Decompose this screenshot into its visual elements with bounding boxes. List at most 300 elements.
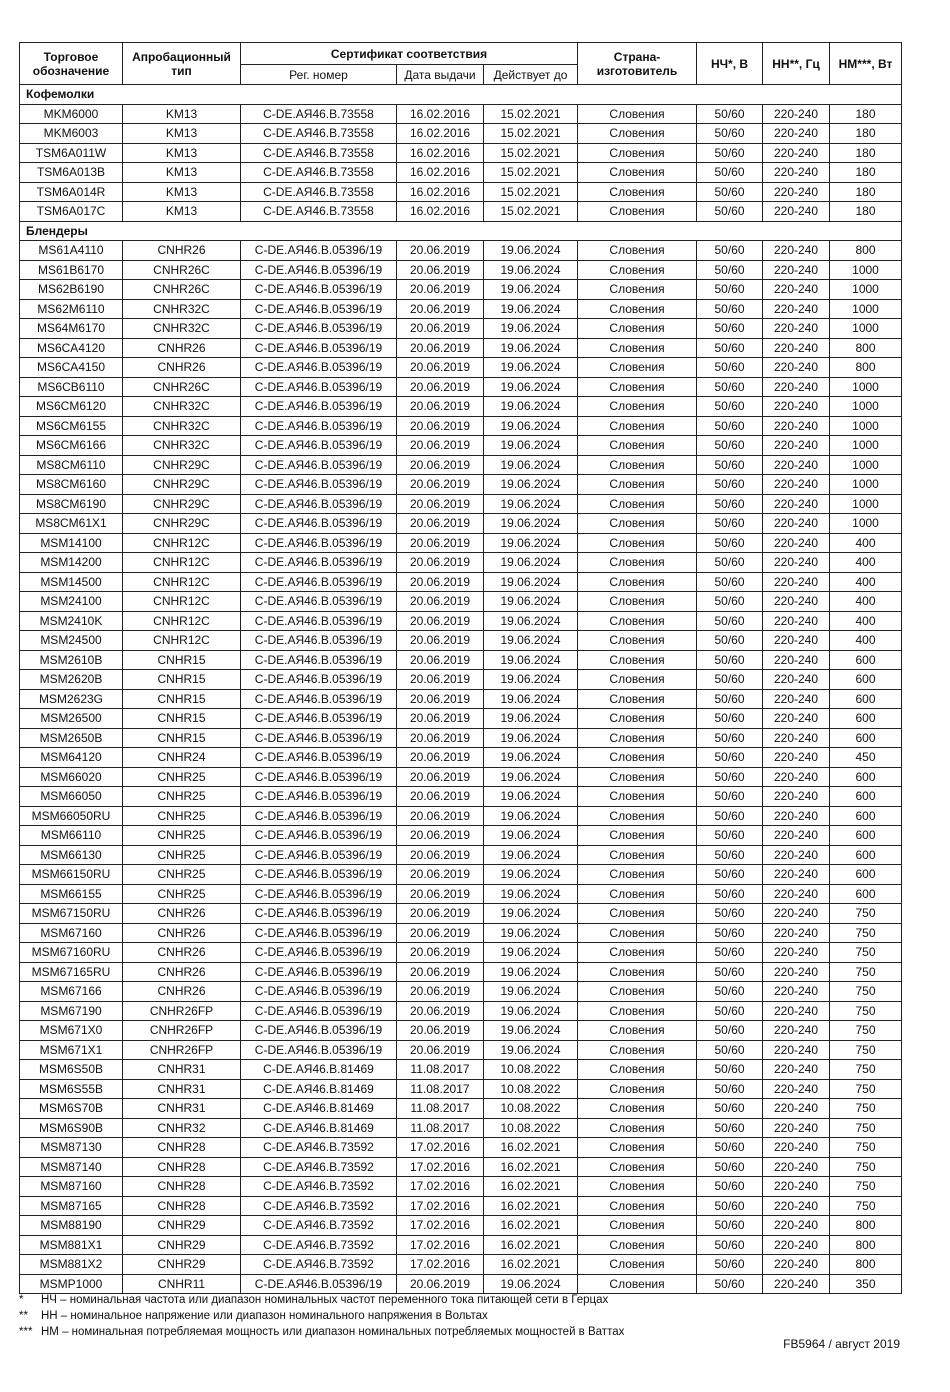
cell-approval-type: CNHR28 — [123, 1196, 241, 1216]
cell-trade-name: MSM14100 — [20, 533, 123, 553]
cell-trade-name: TSM6A017C — [20, 202, 123, 222]
footnote — [19, 1308, 901, 1324]
cell-issue-date: 20.06.2019 — [397, 494, 484, 514]
header-country: Страна-изготовитель — [578, 43, 697, 85]
cell-country: Словения — [578, 104, 697, 124]
cell-country: Словения — [578, 1040, 697, 1060]
cell-valid-until: 16.02.2021 — [484, 1138, 578, 1158]
cell-country: Словения — [578, 143, 697, 163]
cell-valid-until: 19.06.2024 — [484, 553, 578, 573]
cell-issue-date: 20.06.2019 — [397, 787, 484, 807]
cell-reg-number: C-DE.АЯ46.В.73558 — [241, 104, 397, 124]
cell-trade-name: MSM67166 — [20, 982, 123, 1002]
cell-reg-number: C-DE.АЯ46.В.73558 — [241, 143, 397, 163]
table-row — [20, 1216, 902, 1236]
cell-trade-name: MSM24500 — [20, 631, 123, 651]
cell-freq: 50/60 — [697, 670, 763, 690]
cell-reg-number: C-DE.АЯ46.В.05396/19 — [241, 553, 397, 573]
cell-valid-until: 19.06.2024 — [484, 241, 578, 261]
cell-power: 750 — [830, 1079, 902, 1099]
footnote-text: НМ – номинальная потребляемая мощность или диапазон номинальных потребляемых мощностей в Ваттах — [41, 1326, 625, 1338]
cell-valid-until: 19.06.2024 — [484, 572, 578, 592]
cell-trade-name: MSM66020 — [20, 767, 123, 787]
cell-voltage: 220-240 — [763, 436, 830, 456]
certificate-table-container — [19, 42, 901, 1294]
cell-country: Словения — [578, 299, 697, 319]
cell-power: 1000 — [830, 416, 902, 436]
cell-reg-number: C-DE.АЯ46.В.05396/19 — [241, 416, 397, 436]
table-row — [20, 1040, 902, 1060]
table-row — [20, 124, 902, 144]
cell-country: Словения — [578, 592, 697, 612]
cell-valid-until: 19.06.2024 — [484, 397, 578, 417]
section-row — [20, 221, 902, 241]
cell-voltage: 220-240 — [763, 1235, 830, 1255]
table-row — [20, 1157, 902, 1177]
cell-valid-until: 19.06.2024 — [484, 475, 578, 495]
cell-reg-number: C-DE.АЯ46.В.05396/19 — [241, 514, 397, 534]
cell-power: 750 — [830, 962, 902, 982]
cell-approval-type: CNHR12C — [123, 572, 241, 592]
cell-reg-number: C-DE.АЯ46.В.05396/19 — [241, 280, 397, 300]
cell-issue-date: 20.06.2019 — [397, 358, 484, 378]
cell-voltage: 220-240 — [763, 319, 830, 339]
cell-reg-number: C-DE.АЯ46.В.05396/19 — [241, 943, 397, 963]
cell-issue-date: 11.08.2017 — [397, 1079, 484, 1099]
cell-trade-name: MSM66130 — [20, 845, 123, 865]
cell-issue-date: 20.06.2019 — [397, 455, 484, 475]
cell-trade-name: MSM881X1 — [20, 1235, 123, 1255]
table-row — [20, 319, 902, 339]
cell-country: Словения — [578, 1001, 697, 1021]
table-row — [20, 884, 902, 904]
cell-approval-type: CNHR28 — [123, 1157, 241, 1177]
cell-power: 1000 — [830, 436, 902, 456]
cell-country: Словения — [578, 1099, 697, 1119]
cell-voltage: 220-240 — [763, 845, 830, 865]
cell-trade-name: MSM87140 — [20, 1157, 123, 1177]
table-row — [20, 592, 902, 612]
cell-valid-until: 19.06.2024 — [484, 982, 578, 1002]
cell-freq: 50/60 — [697, 1216, 763, 1236]
cell-trade-name: MSM14200 — [20, 553, 123, 573]
cell-trade-name: MSM6S50B — [20, 1060, 123, 1080]
cell-approval-type: CNHR26 — [123, 943, 241, 963]
cell-trade-name: MS62B6190 — [20, 280, 123, 300]
cell-reg-number: C-DE.АЯ46.В.05396/19 — [241, 689, 397, 709]
footnote — [19, 1324, 901, 1340]
cell-issue-date: 20.06.2019 — [397, 904, 484, 924]
cell-valid-until: 19.06.2024 — [484, 299, 578, 319]
cell-power: 800 — [830, 1255, 902, 1275]
cell-voltage: 220-240 — [763, 709, 830, 729]
cell-valid-until: 15.02.2021 — [484, 202, 578, 222]
cell-approval-type: CNHR26 — [123, 241, 241, 261]
table-row — [20, 182, 902, 202]
cell-country: Словения — [578, 182, 697, 202]
cell-valid-until: 15.02.2021 — [484, 124, 578, 144]
cell-voltage: 220-240 — [763, 1177, 830, 1197]
cell-country: Словения — [578, 533, 697, 553]
cell-power: 750 — [830, 1118, 902, 1138]
cell-voltage: 220-240 — [763, 1138, 830, 1158]
cell-freq: 50/60 — [697, 1001, 763, 1021]
cell-trade-name: MSM87130 — [20, 1138, 123, 1158]
table-row — [20, 904, 902, 924]
cell-valid-until: 19.06.2024 — [484, 670, 578, 690]
cell-valid-until: 19.06.2024 — [484, 904, 578, 924]
cell-reg-number: C-DE.АЯ46.В.73592 — [241, 1177, 397, 1197]
header-issue-date: Дата выдачи — [397, 65, 484, 85]
cell-trade-name: MSMP1000 — [20, 1274, 123, 1294]
table-row — [20, 709, 902, 729]
cell-reg-number: C-DE.АЯ46.В.05396/19 — [241, 494, 397, 514]
cell-reg-number: C-DE.АЯ46.В.05396/19 — [241, 806, 397, 826]
cell-reg-number: C-DE.АЯ46.В.73592 — [241, 1235, 397, 1255]
cell-country: Словения — [578, 806, 697, 826]
cell-freq: 50/60 — [697, 514, 763, 534]
cell-country: Словения — [578, 1021, 697, 1041]
cell-valid-until: 15.02.2021 — [484, 143, 578, 163]
table-row — [20, 514, 902, 534]
cell-voltage: 220-240 — [763, 767, 830, 787]
cell-reg-number: C-DE.АЯ46.В.05396/19 — [241, 377, 397, 397]
cell-approval-type: KM13 — [123, 182, 241, 202]
cell-voltage: 220-240 — [763, 826, 830, 846]
cell-reg-number: C-DE.АЯ46.В.73558 — [241, 163, 397, 183]
cell-issue-date: 20.06.2019 — [397, 1001, 484, 1021]
cell-voltage: 220-240 — [763, 124, 830, 144]
cell-issue-date: 11.08.2017 — [397, 1118, 484, 1138]
cell-country: Словения — [578, 982, 697, 1002]
table-row — [20, 611, 902, 631]
cell-reg-number: C-DE.АЯ46.В.81469 — [241, 1118, 397, 1138]
cell-country: Словения — [578, 572, 697, 592]
cell-country: Словения — [578, 728, 697, 748]
cell-voltage: 220-240 — [763, 962, 830, 982]
cell-power: 180 — [830, 182, 902, 202]
cell-valid-until: 19.06.2024 — [484, 377, 578, 397]
cell-approval-type: CNHR15 — [123, 728, 241, 748]
cell-issue-date: 20.06.2019 — [397, 397, 484, 417]
cell-approval-type: CNHR26FP — [123, 1001, 241, 1021]
cell-freq: 50/60 — [697, 728, 763, 748]
cell-power: 750 — [830, 943, 902, 963]
cell-power: 800 — [830, 1235, 902, 1255]
table-row — [20, 338, 902, 358]
cell-freq: 50/60 — [697, 338, 763, 358]
cell-reg-number: C-DE.АЯ46.В.81469 — [241, 1079, 397, 1099]
cell-issue-date: 20.06.2019 — [397, 338, 484, 358]
cell-issue-date: 20.06.2019 — [397, 611, 484, 631]
cell-reg-number: C-DE.АЯ46.В.73558 — [241, 124, 397, 144]
cell-voltage: 220-240 — [763, 1060, 830, 1080]
cell-freq: 50/60 — [697, 1196, 763, 1216]
cell-valid-until: 19.06.2024 — [484, 319, 578, 339]
cell-issue-date: 16.02.2016 — [397, 143, 484, 163]
cell-issue-date: 20.06.2019 — [397, 845, 484, 865]
cell-country: Словения — [578, 962, 697, 982]
cell-reg-number: C-DE.АЯ46.В.05396/19 — [241, 455, 397, 475]
cell-valid-until: 19.06.2024 — [484, 338, 578, 358]
cell-reg-number: C-DE.АЯ46.В.05396/19 — [241, 884, 397, 904]
cell-power: 750 — [830, 1060, 902, 1080]
cell-reg-number: C-DE.АЯ46.В.73592 — [241, 1255, 397, 1275]
cell-voltage: 220-240 — [763, 1001, 830, 1021]
cell-voltage: 220-240 — [763, 241, 830, 261]
cell-issue-date: 20.06.2019 — [397, 514, 484, 534]
table-row — [20, 865, 902, 885]
cell-reg-number: C-DE.АЯ46.В.05396/19 — [241, 533, 397, 553]
cell-trade-name: MSM66050RU — [20, 806, 123, 826]
cell-issue-date: 20.06.2019 — [397, 1274, 484, 1294]
cell-freq: 50/60 — [697, 553, 763, 573]
cell-voltage: 220-240 — [763, 611, 830, 631]
cell-freq: 50/60 — [697, 1157, 763, 1177]
table-row — [20, 377, 902, 397]
cell-approval-type: CNHR25 — [123, 884, 241, 904]
cell-approval-type: CNHR31 — [123, 1099, 241, 1119]
cell-trade-name: TSM6A014R — [20, 182, 123, 202]
cell-issue-date: 20.06.2019 — [397, 553, 484, 573]
cell-freq: 50/60 — [697, 182, 763, 202]
cell-approval-type: CNHR26 — [123, 904, 241, 924]
cell-valid-until: 19.06.2024 — [484, 514, 578, 534]
cell-freq: 50/60 — [697, 767, 763, 787]
cell-country: Словения — [578, 124, 697, 144]
cell-power: 1000 — [830, 280, 902, 300]
table-row — [20, 689, 902, 709]
cell-freq: 50/60 — [697, 1021, 763, 1041]
cell-issue-date: 20.06.2019 — [397, 416, 484, 436]
cell-approval-type: CNHR25 — [123, 845, 241, 865]
cell-valid-until: 19.06.2024 — [484, 631, 578, 651]
cell-power: 1000 — [830, 514, 902, 534]
table-row — [20, 533, 902, 553]
cell-approval-type: CNHR32C — [123, 319, 241, 339]
cell-issue-date: 20.06.2019 — [397, 475, 484, 495]
table-row — [20, 299, 902, 319]
table-row — [20, 455, 902, 475]
table-row — [20, 475, 902, 495]
cell-approval-type: CNHR12C — [123, 592, 241, 612]
cell-approval-type: CNHR26 — [123, 358, 241, 378]
cell-country: Словения — [578, 904, 697, 924]
cell-reg-number: C-DE.АЯ46.В.05396/19 — [241, 962, 397, 982]
cell-trade-name: MS6CA4150 — [20, 358, 123, 378]
table-row — [20, 436, 902, 456]
table-row — [20, 943, 902, 963]
cell-trade-name: MS6CM6166 — [20, 436, 123, 456]
cell-issue-date: 17.02.2016 — [397, 1196, 484, 1216]
cell-power: 1000 — [830, 260, 902, 280]
cell-trade-name: MSM67160RU — [20, 943, 123, 963]
table-row — [20, 806, 902, 826]
cell-trade-name: MSM67190 — [20, 1001, 123, 1021]
cell-power: 600 — [830, 806, 902, 826]
table-row — [20, 670, 902, 690]
table-row — [20, 416, 902, 436]
cell-voltage: 220-240 — [763, 670, 830, 690]
cell-issue-date: 20.06.2019 — [397, 299, 484, 319]
cell-freq: 50/60 — [697, 1060, 763, 1080]
cell-trade-name: MS62M6110 — [20, 299, 123, 319]
header-power: НМ***, Вт — [830, 43, 902, 85]
cell-valid-until: 19.06.2024 — [484, 709, 578, 729]
certificate-table — [19, 42, 902, 1294]
table-row — [20, 1274, 902, 1294]
cell-trade-name: MS6CM6120 — [20, 397, 123, 417]
cell-trade-name: MSM14500 — [20, 572, 123, 592]
cell-valid-until: 19.06.2024 — [484, 1274, 578, 1294]
cell-voltage: 220-240 — [763, 455, 830, 475]
cell-reg-number: C-DE.АЯ46.В.05396/19 — [241, 1001, 397, 1021]
cell-valid-until: 19.06.2024 — [484, 728, 578, 748]
cell-country: Словения — [578, 650, 697, 670]
cell-valid-until: 19.06.2024 — [484, 689, 578, 709]
cell-freq: 50/60 — [697, 475, 763, 495]
table-row — [20, 982, 902, 1002]
cell-power: 600 — [830, 884, 902, 904]
cell-power: 180 — [830, 202, 902, 222]
cell-valid-until: 19.06.2024 — [484, 884, 578, 904]
cell-power: 750 — [830, 982, 902, 1002]
cell-trade-name: TSM6A013B — [20, 163, 123, 183]
cell-freq: 50/60 — [697, 358, 763, 378]
table-row — [20, 572, 902, 592]
cell-voltage: 220-240 — [763, 904, 830, 924]
cell-trade-name: MSM2410K — [20, 611, 123, 631]
table-row — [20, 748, 902, 768]
cell-trade-name: MSM2623G — [20, 689, 123, 709]
cell-power: 1000 — [830, 377, 902, 397]
table-body — [20, 85, 902, 1294]
cell-voltage: 220-240 — [763, 553, 830, 573]
cell-country: Словения — [578, 767, 697, 787]
cell-freq: 50/60 — [697, 299, 763, 319]
cell-issue-date: 20.06.2019 — [397, 1040, 484, 1060]
cell-freq: 50/60 — [697, 1118, 763, 1138]
cell-voltage: 220-240 — [763, 884, 830, 904]
cell-trade-name: MSM671X1 — [20, 1040, 123, 1060]
cell-approval-type: KM13 — [123, 104, 241, 124]
cell-approval-type: CNHR25 — [123, 865, 241, 885]
cell-reg-number: C-DE.АЯ46.В.05396/19 — [241, 631, 397, 651]
cell-trade-name: MSM87160 — [20, 1177, 123, 1197]
cell-trade-name: MSM88190 — [20, 1216, 123, 1236]
cell-voltage: 220-240 — [763, 299, 830, 319]
cell-country: Словения — [578, 1177, 697, 1197]
cell-freq: 50/60 — [697, 202, 763, 222]
cell-freq: 50/60 — [697, 163, 763, 183]
cell-freq: 50/60 — [697, 982, 763, 1002]
cell-voltage: 220-240 — [763, 397, 830, 417]
cell-power: 1000 — [830, 455, 902, 475]
cell-reg-number: C-DE.АЯ46.В.73558 — [241, 182, 397, 202]
cell-country: Словения — [578, 280, 697, 300]
cell-issue-date: 20.06.2019 — [397, 806, 484, 826]
cell-voltage: 220-240 — [763, 1216, 830, 1236]
cell-approval-type: CNHR24 — [123, 748, 241, 768]
cell-country: Словения — [578, 319, 697, 339]
cell-freq: 50/60 — [697, 1274, 763, 1294]
cell-valid-until: 19.06.2024 — [484, 1021, 578, 1041]
cell-voltage: 220-240 — [763, 865, 830, 885]
cell-freq: 50/60 — [697, 689, 763, 709]
cell-power: 1000 — [830, 299, 902, 319]
cell-valid-until: 19.06.2024 — [484, 611, 578, 631]
cell-trade-name: MSM24100 — [20, 592, 123, 612]
cell-voltage: 220-240 — [763, 1274, 830, 1294]
cell-power: 600 — [830, 845, 902, 865]
cell-issue-date: 17.02.2016 — [397, 1177, 484, 1197]
cell-power: 750 — [830, 1177, 902, 1197]
cell-approval-type: CNHR26 — [123, 962, 241, 982]
cell-reg-number: C-DE.АЯ46.В.05396/19 — [241, 982, 397, 1002]
cell-country: Словения — [578, 1157, 697, 1177]
header-voltage: НН**, Гц — [763, 43, 830, 85]
cell-issue-date: 20.06.2019 — [397, 982, 484, 1002]
table-row — [20, 1235, 902, 1255]
cell-freq: 50/60 — [697, 748, 763, 768]
cell-country: Словения — [578, 202, 697, 222]
table-row — [20, 358, 902, 378]
cell-issue-date: 17.02.2016 — [397, 1157, 484, 1177]
cell-freq: 50/60 — [697, 650, 763, 670]
cell-freq: 50/60 — [697, 572, 763, 592]
cell-valid-until: 19.06.2024 — [484, 787, 578, 807]
cell-valid-until: 15.02.2021 — [484, 163, 578, 183]
cell-trade-name: TSM6A011W — [20, 143, 123, 163]
cell-reg-number: C-DE.АЯ46.В.05396/19 — [241, 767, 397, 787]
cell-country: Словения — [578, 1235, 697, 1255]
cell-issue-date: 20.06.2019 — [397, 592, 484, 612]
cell-approval-type: CNHR26C — [123, 280, 241, 300]
cell-approval-type: CNHR26FP — [123, 1021, 241, 1041]
cell-freq: 50/60 — [697, 1079, 763, 1099]
cell-trade-name: MSM67160 — [20, 923, 123, 943]
cell-issue-date: 20.06.2019 — [397, 533, 484, 553]
table-row — [20, 962, 902, 982]
cell-approval-type: CNHR25 — [123, 767, 241, 787]
cell-reg-number: C-DE.АЯ46.В.05396/19 — [241, 904, 397, 924]
cell-valid-until: 19.06.2024 — [484, 533, 578, 553]
table-row — [20, 494, 902, 514]
cell-country: Словения — [578, 689, 697, 709]
cell-approval-type: KM13 — [123, 202, 241, 222]
cell-approval-type: CNHR28 — [123, 1138, 241, 1158]
cell-freq: 50/60 — [697, 923, 763, 943]
cell-voltage: 220-240 — [763, 182, 830, 202]
cell-country: Словения — [578, 338, 697, 358]
table-row — [20, 1079, 902, 1099]
cell-trade-name: MS8CM6110 — [20, 455, 123, 475]
cell-valid-until: 15.02.2021 — [484, 182, 578, 202]
table-row — [20, 163, 902, 183]
cell-reg-number: C-DE.АЯ46.В.05396/19 — [241, 475, 397, 495]
cell-country: Словения — [578, 494, 697, 514]
cell-trade-name: MS64M6170 — [20, 319, 123, 339]
cell-issue-date: 16.02.2016 — [397, 104, 484, 124]
cell-valid-until: 19.06.2024 — [484, 923, 578, 943]
cell-valid-until: 19.06.2024 — [484, 826, 578, 846]
cell-issue-date: 20.06.2019 — [397, 241, 484, 261]
footnote — [19, 1292, 901, 1308]
cell-freq: 50/60 — [697, 904, 763, 924]
cell-approval-type: CNHR15 — [123, 709, 241, 729]
cell-trade-name: MSM64120 — [20, 748, 123, 768]
cell-trade-name: MKM6003 — [20, 124, 123, 144]
